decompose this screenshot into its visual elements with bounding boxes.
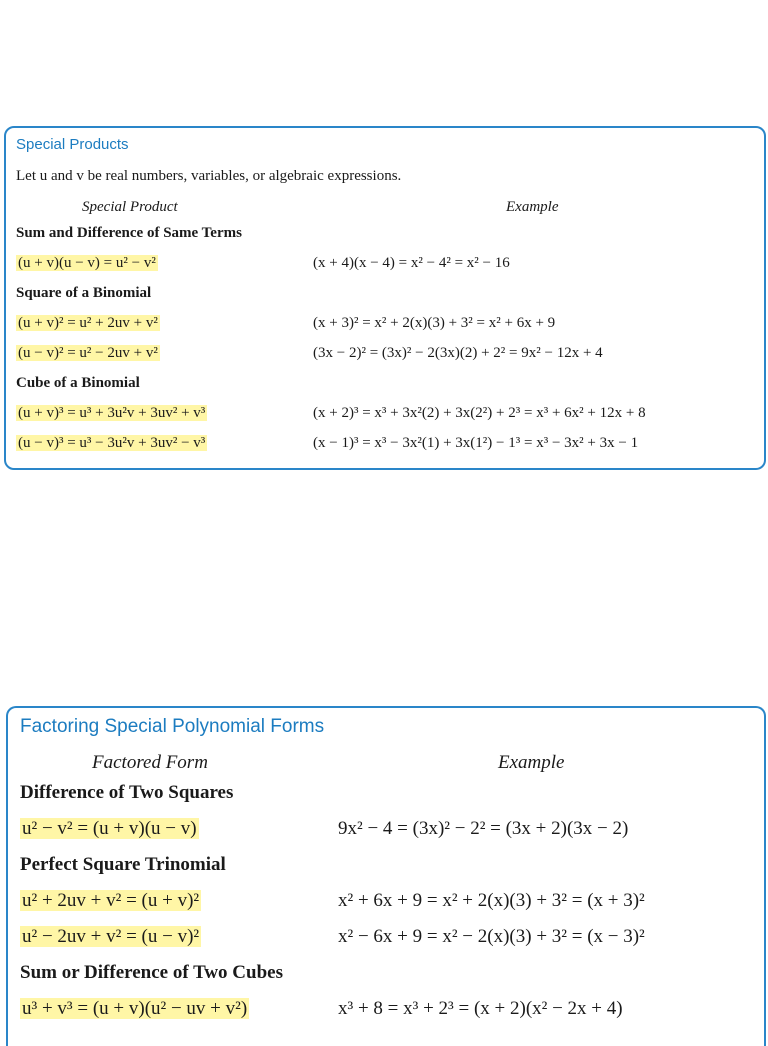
section-heading: Sum or Difference of Two Cubes <box>20 962 283 983</box>
section-heading: Square of a Binomial <box>16 285 152 301</box>
section-heading: Difference of Two Squares <box>20 782 234 803</box>
example: x² + 6x + 9 = x² + 2(x)(3) + 3² = (x + 3)² <box>338 890 645 911</box>
formula: (u + v)(u − v) = u² − v² <box>18 255 156 271</box>
formula: (u − v)³ = u³ − 3u²v + 3uv² − v³ <box>18 435 206 451</box>
example: 9x² − 4 = (3x)² − 2² = (3x + 2)(3x − 2) <box>338 818 629 839</box>
formula: u² − v² = (u + v)(u − v) <box>22 818 197 839</box>
col-header-factored-form: Factored Form <box>92 752 208 773</box>
col-header-special-product: Special Product <box>82 199 178 215</box>
formula: u³ + v³ = (u + v)(u² − uv + v²) <box>22 998 248 1019</box>
example: (x + 2)³ = x³ + 3x²(2) + 3x(2²) + 2³ = x³ + 6x² + 12x + 8 <box>313 405 646 421</box>
example: (3x − 2)² = (3x)² − 2(3x)(2) + 2² = 9x² − 12x + 4 <box>313 345 603 361</box>
formula: u² + 2uv + v² = (u + v)² <box>22 890 200 911</box>
section-heading: Cube of a Binomial <box>16 375 140 391</box>
example: x² − 6x + 9 = x² − 2(x)(3) + 3² = (x − 3)² <box>338 926 645 947</box>
example: (x + 4)(x − 4) = x² − 4² = x² − 16 <box>313 255 510 271</box>
example: (x + 3)² = x² + 2(x)(3) + 3² = x² + 6x + 9 <box>313 315 556 331</box>
formula: (u + v)³ = u³ + 3u²v + 3uv² + v³ <box>18 405 206 421</box>
formula: (u + v)² = u² + 2uv + v² <box>18 315 158 331</box>
special-products-title: Special Products <box>16 136 129 153</box>
example: (x − 1)³ = x³ − 3x²(1) + 3x(1²) − 1³ = x³ − 3x² + 3x − 1 <box>313 435 639 451</box>
factoring-forms-title: Factoring Special Polynomial Forms <box>20 716 325 737</box>
special-products-intro: Let u and v be real numbers, variables, or algebraic expressions. <box>16 168 402 184</box>
col-header-example: Example <box>506 199 559 215</box>
col-header-example: Example <box>498 752 565 773</box>
formula: (u − v)² = u² − 2uv + v² <box>18 345 158 361</box>
section-heading: Sum and Difference of Same Terms <box>16 225 242 241</box>
example: x³ + 8 = x³ + 2³ = (x + 2)(x² − 2x + 4) <box>338 998 623 1019</box>
formula: u² − 2uv + v² = (u − v)² <box>22 926 200 947</box>
factoring-forms-box <box>6 706 766 1046</box>
special-products-box <box>4 126 766 470</box>
section-heading: Perfect Square Trinomial <box>20 854 226 875</box>
